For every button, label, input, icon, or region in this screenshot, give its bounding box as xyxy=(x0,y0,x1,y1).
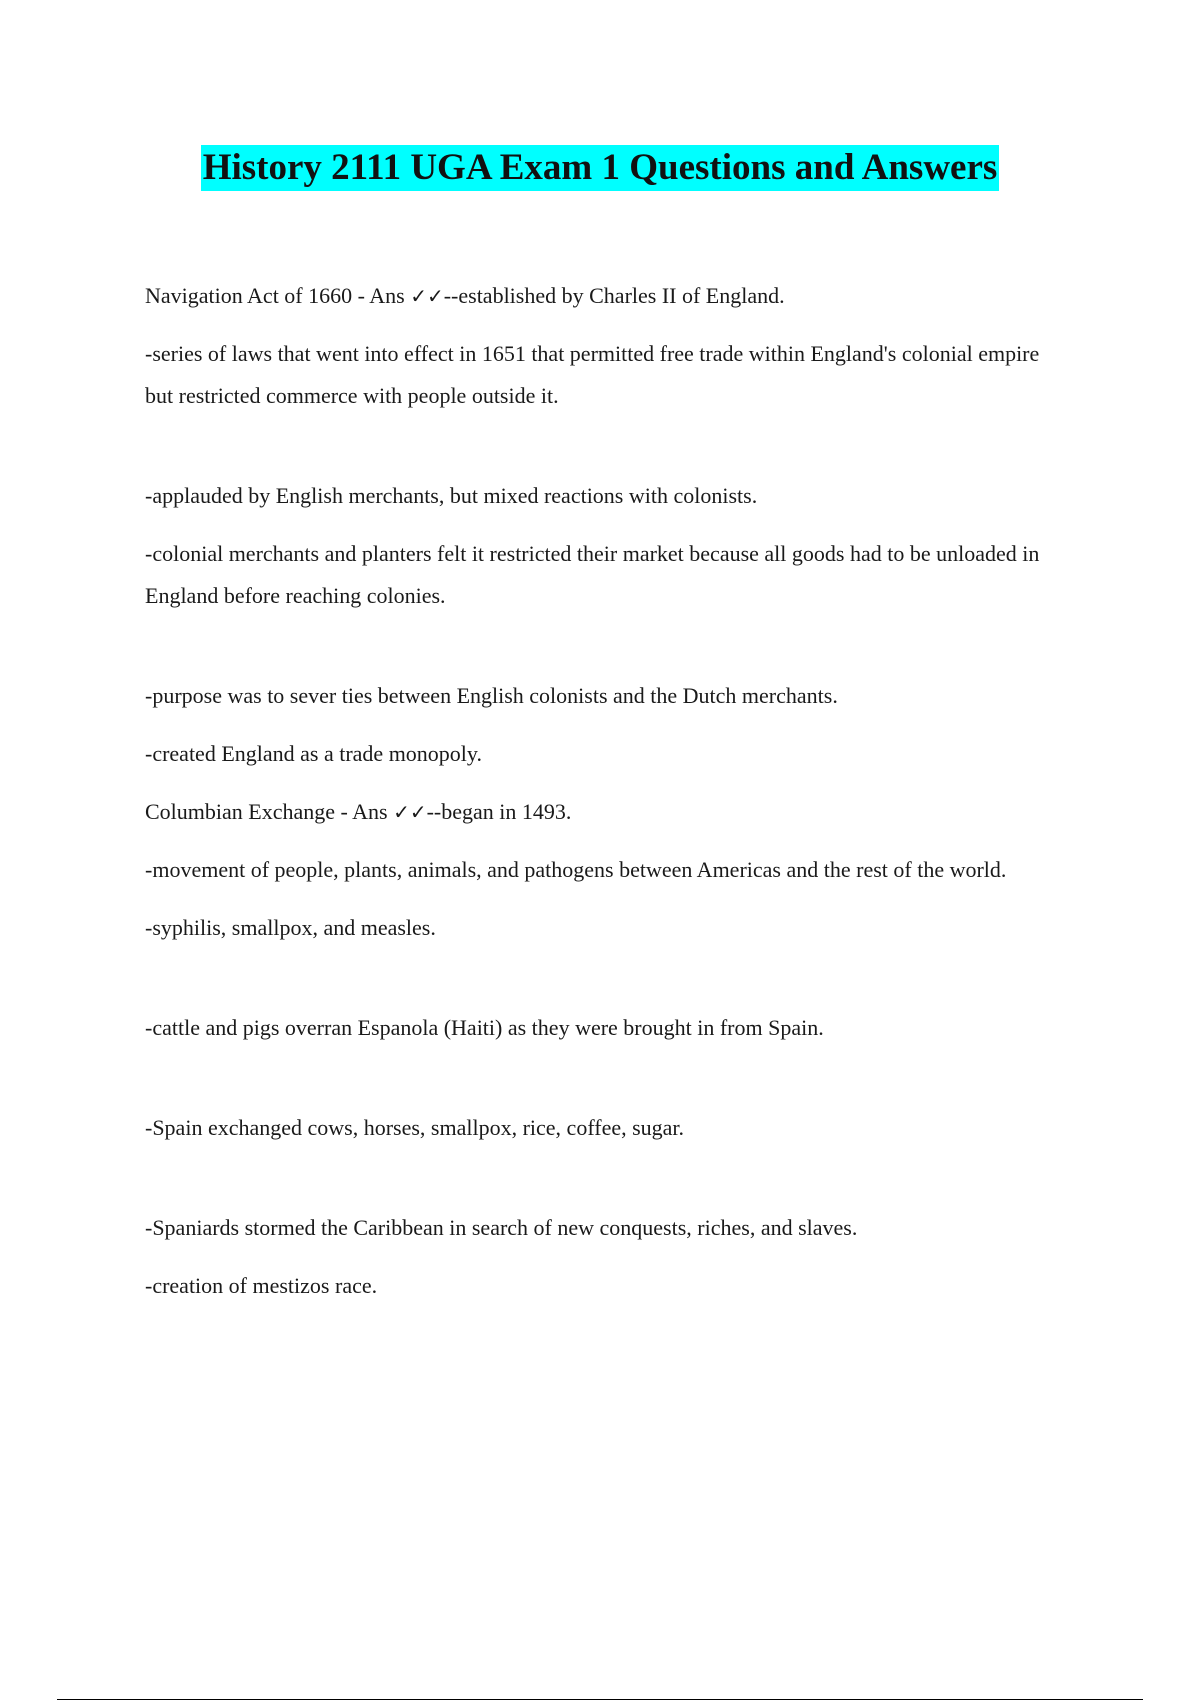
paragraph-navigation-act xyxy=(145,275,1065,317)
paragraph-text: -movement of people, plants, animals, and pathogens between Americas and the rest of the world. xyxy=(145,857,1007,882)
paragraph-text: -creation of mestizos race. xyxy=(145,1273,378,1298)
paragraph-text: -colonial merchants and planters felt it restricted their market because all goods had to be unloaded in England before reaching colonies. xyxy=(145,541,1040,608)
paragraph-text: -created England as a trade monopoly. xyxy=(145,741,482,766)
double-check-icon: ✓✓ xyxy=(410,284,444,308)
title-container xyxy=(0,145,1200,191)
document-body xyxy=(145,275,1065,1323)
term-label: Columbian Exchange - Ans xyxy=(145,799,394,824)
paragraph-text: -Spaniards stormed the Caribbean in search of new conquests, riches, and slaves. xyxy=(145,1215,858,1240)
answer-text: --began in 1493. xyxy=(426,799,572,824)
paragraph-text: -cattle and pigs overran Espanola (Haiti) as they were brought in from Spain. xyxy=(145,1015,824,1040)
paragraph-text: -series of laws that went into effect in 1651 that permitted free trade within England's colonial empire but restricted commerce with people outside it. xyxy=(145,341,1040,408)
term-label: Navigation Act of 1660 - Ans xyxy=(145,283,411,308)
paragraph-text: -Spain exchanged cows, horses, smallpox, rice, coffee, sugar. xyxy=(145,1115,685,1140)
document-title: History 2111 UGA Exam 1 Questions and Answers xyxy=(201,145,1000,191)
answer-text: --established by Charles II of England. xyxy=(443,283,785,308)
paragraph-text: -applauded by English merchants, but mixed reactions with colonists. xyxy=(145,483,758,508)
paragraph-columbian-exchange xyxy=(145,791,1065,833)
double-check-icon: ✓✓ xyxy=(393,800,427,824)
paragraph-text: -syphilis, smallpox, and measles. xyxy=(145,915,436,940)
paragraph-text: -purpose was to sever ties between English colonists and the Dutch merchants. xyxy=(145,683,838,708)
